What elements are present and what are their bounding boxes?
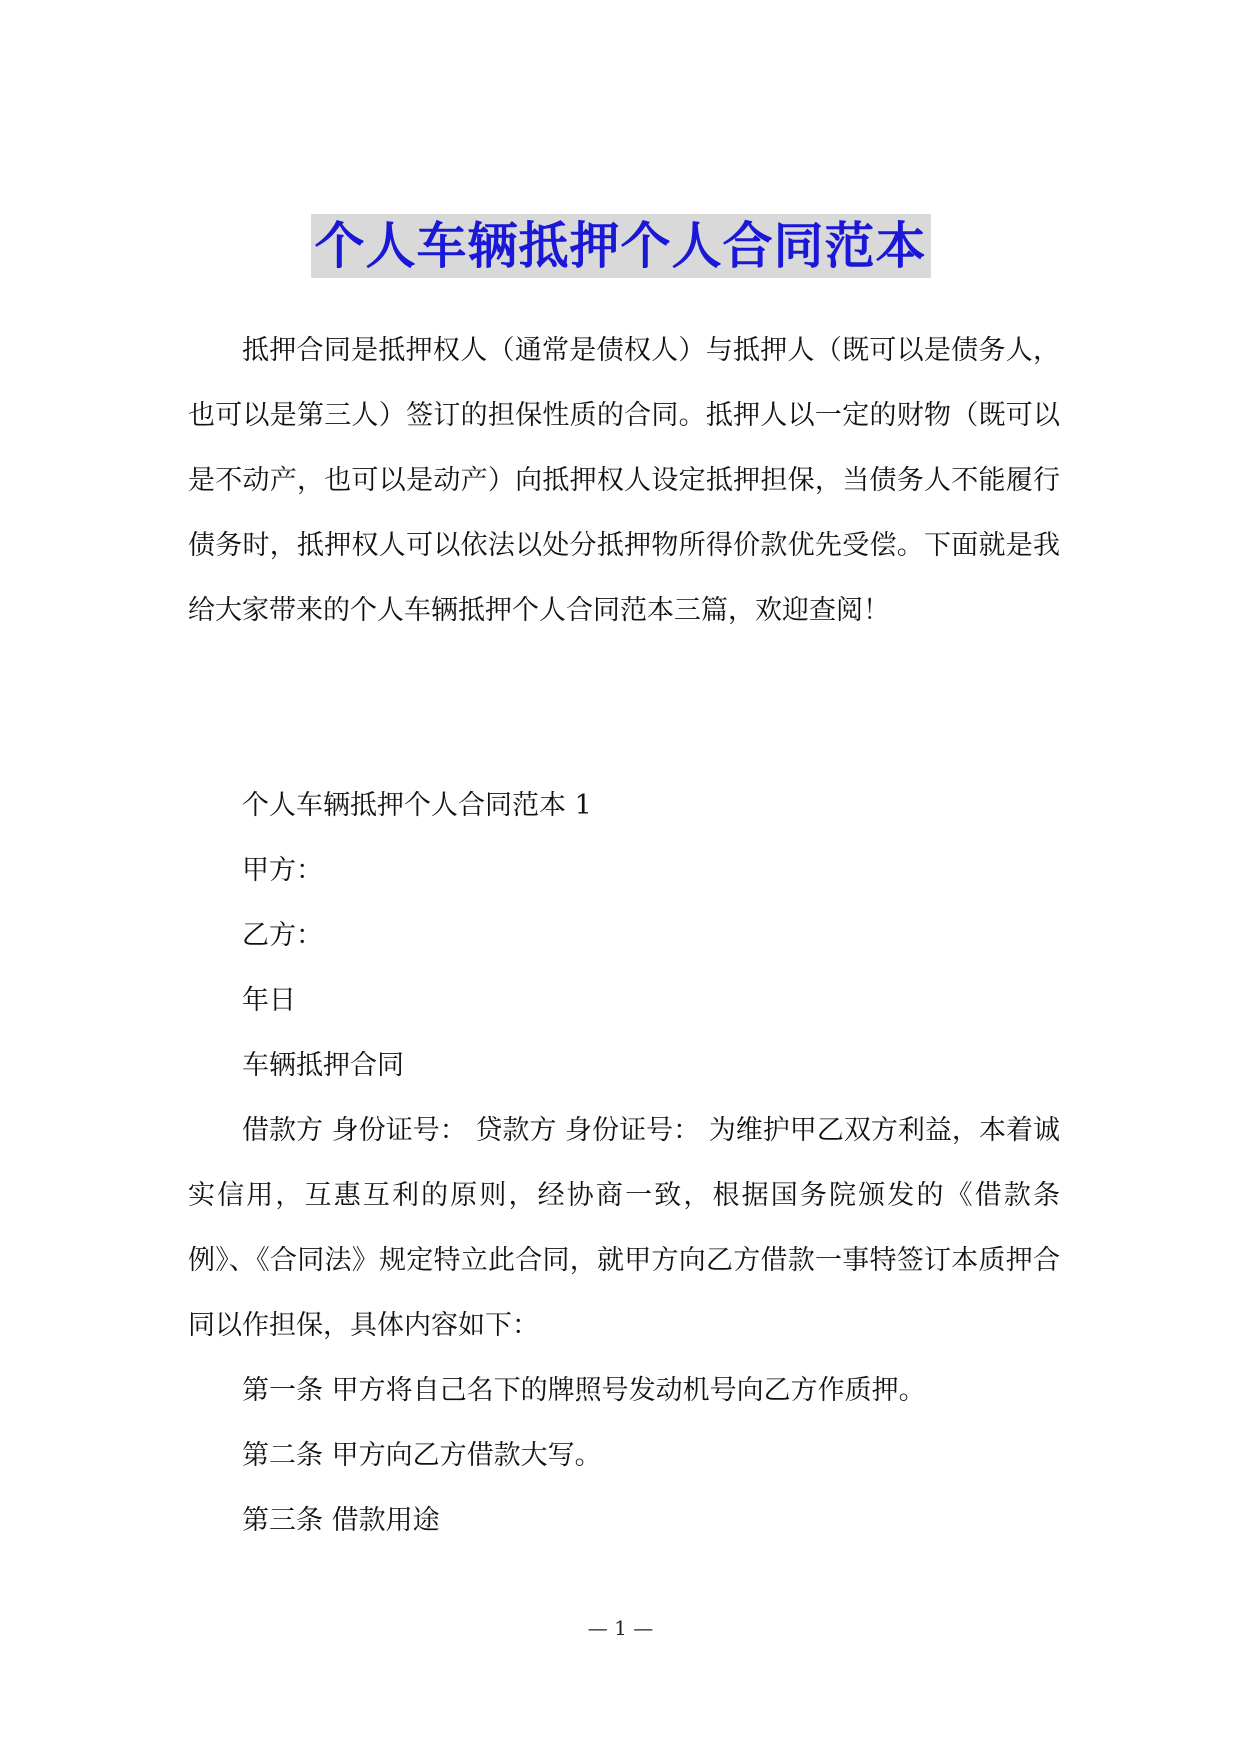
- contract-heading: 个人车辆抵押个人合同范本 1: [242, 790, 592, 821]
- contract-preamble: 借款方 身份证号： 贷款方 身份证号： 为维护甲乙双方利益，本着诚实信用，互惠互利的原则，经协商一致，根据国务院颁发的《借款条例》、《合同法》规定特立此合同，就甲方向乙方借款一事特签订本质押合同以作担保，具体内容如下：: [188, 1115, 1060, 1341]
- article-2: 第二条 甲方向乙方借款大写。: [242, 1440, 602, 1471]
- party-b-line: 乙方：: [242, 920, 323, 951]
- party-a-line: 甲方：: [242, 855, 323, 886]
- article-3: 第三条 借款用途: [242, 1505, 440, 1536]
- document-body: [188, 318, 1060, 1553]
- title-container: [0, 214, 1241, 278]
- intro-paragraph: 抵押合同是抵押权人（通常是债权人）与抵押人（既可以是债务人，也可以是第三人）签订的担保性质的合同。抵押人以一定的财物（既可以是不动产，也可以是动产）向抵押权人设定抵押担保，当债务人不能履行债务时，抵押权人可以依法以处分抵押物所得价款优先受偿。下面就是我给大家带来的个人车辆抵押个人合同范本三篇，欢迎查阅！: [188, 335, 1060, 626]
- contract-subtitle: 车辆抵押合同: [242, 1050, 404, 1081]
- document-title: 个人车辆抵押个人合同范本: [311, 214, 931, 278]
- page-number: — 1 —: [587, 1616, 654, 1640]
- section-spacer: [188, 643, 1060, 773]
- date-line: 年日: [242, 985, 296, 1016]
- article-1: 第一条 甲方将自己名下的牌照号发动机号向乙方作质押。: [242, 1375, 926, 1406]
